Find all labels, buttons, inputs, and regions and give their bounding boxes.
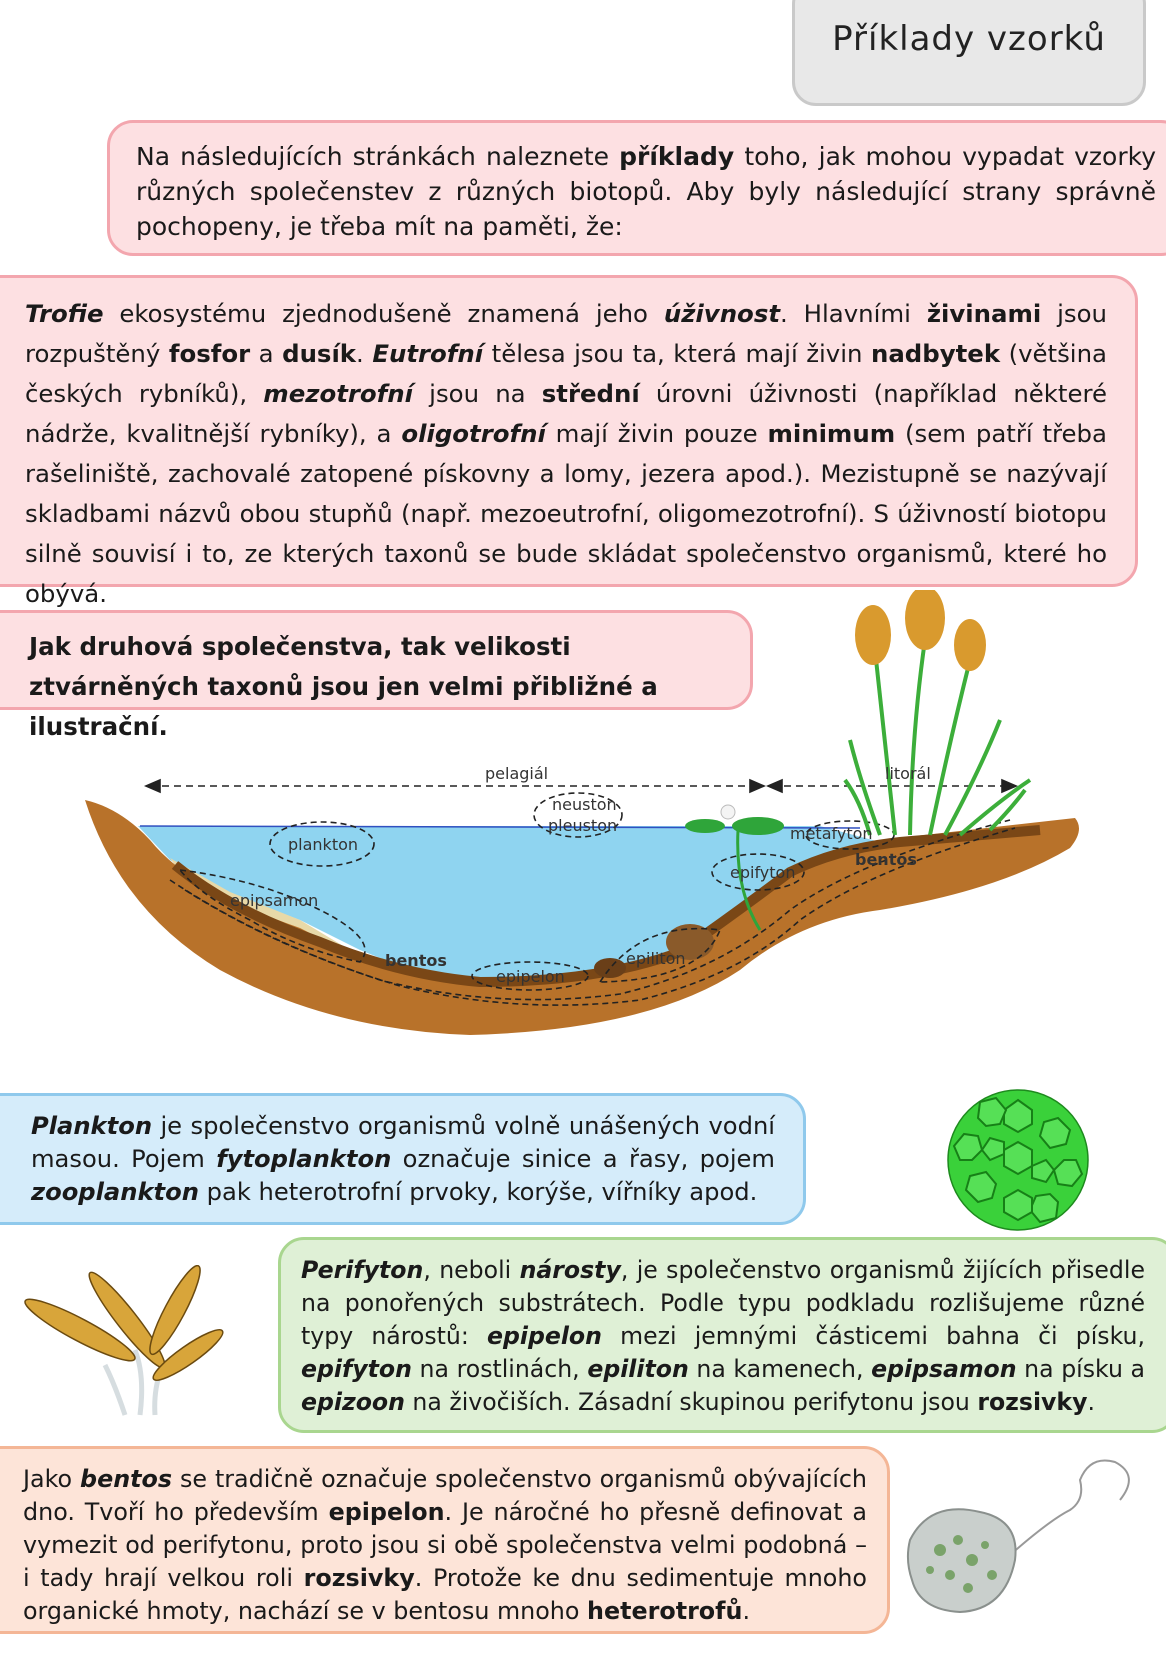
bentos-box — [0, 1446, 890, 1634]
term-ziviny: živinami — [926, 299, 1042, 328]
pond-diagram — [0, 590, 1166, 1095]
arrow-head-left — [146, 780, 160, 792]
plankton-text: označuje sinice a řasy, pojem — [391, 1145, 775, 1173]
term-nadbytek: nadbytek — [870, 339, 1001, 368]
trofie-text: . — [356, 339, 373, 368]
label-pelagial: pelagiál — [485, 764, 549, 783]
trofie-text: (většina českých rybníků), — [25, 339, 1107, 408]
bentos-text: . Je náročné ho přesně definovat a vymezit od perifytonu, proto jsou si obě společenstva velmi podobná – i tady hrají velkou roli — [23, 1498, 867, 1592]
trofie-text: (sem patří třeba rašeliniště, zachovalé zatopené pískovny a lomy, jezera apod.). Mezistupně se nazývají skladbami názvů obou stupňů (např. mezoeutrofní, oligomezotrofní). S úživností biotopu silně souvisí i to, ze kterých taxonů se bude skládat společenstvo organismů, které ho obývá. — [25, 419, 1107, 608]
disclaimer-text: Jak druhová společenstva, tak velikosti ztvárněných taxonů jsou jen velmi přibližné a ilustrační. — [29, 632, 658, 741]
term-plankton: Plankton — [31, 1112, 153, 1140]
perifyton-box — [278, 1237, 1166, 1433]
label-bentos-right: bentos — [855, 850, 917, 869]
trofie-text: jsou rozpuštěný — [25, 299, 1107, 368]
green-algae-colony-icon — [938, 1080, 1098, 1240]
arrow-head-mid — [750, 780, 764, 792]
trofie-text: úrovni úživnosti (například některé nádrže, kvalitnější rybníky), a — [25, 379, 1107, 448]
label-pleuston: pleuston — [548, 816, 618, 835]
term-stredni: střední — [541, 379, 640, 408]
reed-stem-2 — [910, 640, 925, 835]
term-epiliton: epiliton — [587, 1355, 689, 1383]
intro-text-2: toho, jak mohou vypadat vzorky různých společenstev z různých biotopů. Aby byly následující strany správně pochopeny, je třeba mít na paměti, že: — [136, 142, 1156, 241]
flagellate-protist-icon — [900, 1440, 1150, 1630]
term-rozsivky: rozsivky — [977, 1388, 1088, 1416]
lily-pad-1 — [685, 819, 725, 833]
trofie-text: ekosystému zjednodušeně znamená jeho — [103, 299, 664, 328]
perifyton-text: na písku a — [1016, 1355, 1145, 1383]
title-tab — [792, 0, 1146, 106]
perifyton-text: na živočiších. Zásadní skupinou perifytonu jsou — [404, 1388, 978, 1416]
trofie-text: mají živin pouze — [545, 419, 768, 448]
term-epipsamon: epipsamon — [871, 1355, 1017, 1383]
diatom-colony-icon — [15, 1265, 225, 1425]
bentos-text: Jako — [23, 1465, 81, 1493]
term-narosty: nárosty — [519, 1256, 621, 1284]
perifyton-text: , je společenstvo organismů žijících přisedle na ponořených substrátech. Podle typu podkladu rozlišujeme různé typy nárostů: — [301, 1256, 1145, 1350]
reed-panicle-2 — [905, 590, 945, 650]
term-trofie: Trofie — [25, 299, 104, 328]
term-uzivnost: úživnost — [663, 299, 780, 328]
term-perifyton: Perifyton — [301, 1256, 424, 1284]
perifyton-text: , neboli — [423, 1256, 520, 1284]
trofie-text: jsou na — [413, 379, 542, 408]
label-epifyton: epifyton — [730, 863, 796, 882]
perifyton-text: na rostlinách, — [411, 1355, 588, 1383]
term-mezotrofni: mezotrofní — [263, 379, 413, 408]
stone-2 — [594, 958, 626, 978]
term-minimum: minimum — [767, 419, 896, 448]
term-epipelon: epipelon — [486, 1322, 602, 1350]
trofie-text: tělesa jsou ta, která mají živin — [483, 339, 871, 368]
term-epizoon: epizoon — [301, 1388, 405, 1416]
plankton-text: pak heterotrofní prvoky, korýše, vířníky apod. — [198, 1178, 758, 1206]
term-epifyton: epifyton — [301, 1355, 412, 1383]
term-bentos: bentos — [80, 1465, 173, 1493]
term-epipelon-bold: epipelon — [328, 1498, 445, 1526]
label-neuston: neuston — [552, 795, 617, 814]
perifyton-text: na kamenech, — [688, 1355, 872, 1383]
label-epipsamon: epipsamon — [230, 891, 319, 910]
label-epiliton: epiliton — [626, 949, 686, 968]
page-title: Příklady vzorků — [832, 19, 1106, 59]
lily-flower — [721, 805, 735, 819]
bentos-text: . — [742, 1597, 751, 1625]
term-eutrofni: Eutrofní — [372, 339, 484, 368]
label-metafyton: metafyton — [790, 824, 873, 843]
trofie-text: a — [250, 339, 283, 368]
plankton-text: je společenstvo organismů volně unášených vodní masou. Pojem — [31, 1112, 775, 1173]
term-heterotrofu: heterotrofů — [587, 1597, 743, 1625]
trofie-text: . Hlavními — [780, 299, 927, 328]
intro-box — [107, 120, 1166, 256]
reed-panicle-3 — [954, 619, 986, 671]
perifyton-text: . — [1087, 1388, 1095, 1416]
term-dusik: dusík — [282, 339, 357, 368]
term-rozsivky-bold: rozsivky — [303, 1564, 415, 1592]
reed-stem-1 — [875, 650, 895, 835]
plankton-box — [0, 1093, 806, 1225]
term-fytoplankton: fytoplankton — [216, 1145, 392, 1173]
term-oligotrofni: oligotrofní — [401, 419, 546, 448]
label-bentos-left: bentos — [385, 951, 447, 970]
trofie-box — [0, 275, 1138, 608]
label-epipelon: epipelon — [496, 967, 565, 986]
label-litoral: litorál — [885, 764, 931, 783]
term-zooplankton: zooplankton — [31, 1178, 199, 1206]
term-fosfor: fosfor — [168, 339, 251, 368]
bentos-text: se tradičně označuje společenstvo organismů obývajících dno. Tvoří ho především — [23, 1465, 867, 1526]
arrow-head-litoral — [768, 780, 782, 792]
bentos-text: . Protože ke dnu sedimentuje mnoho organické hmoty, nachází se v bentosu mnoho — [23, 1564, 867, 1625]
lily-pad-2 — [732, 817, 784, 835]
reed-stem-3 — [930, 660, 970, 835]
label-plankton: plankton — [288, 835, 359, 854]
intro-bold: příklady — [619, 142, 735, 171]
reed-panicle-1 — [855, 605, 891, 665]
intro-text-1: Na následujících stránkách naleznete — [136, 142, 620, 171]
perifyton-text: mezi jemnými částicemi bahna či písku, — [601, 1322, 1145, 1350]
